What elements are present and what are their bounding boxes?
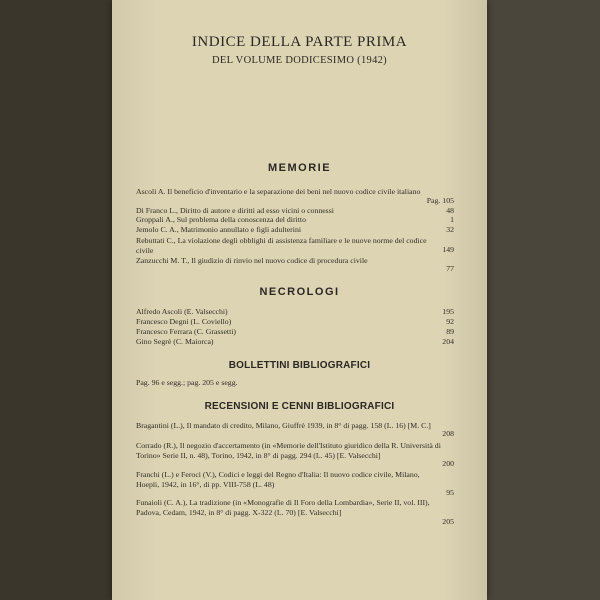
memorie-page-number: 32 xyxy=(446,225,454,234)
recensioni-page-number: 208 xyxy=(442,429,454,438)
memorie-entry: Ascoli A. Il beneficio d'inventario e la separazione dei beni nel nuovo codice civile italiano xyxy=(136,187,421,196)
recensioni-page-number: 205 xyxy=(442,517,454,526)
necrologi-entry: Alfredo Ascoli (E. Valsecchi) xyxy=(136,307,228,316)
memorie-entry: Groppali A., Sul problema della conoscenza del diritto xyxy=(136,215,306,224)
necrologi-entry: Francesco Degni (L. Coviello) xyxy=(136,317,232,326)
page-subtitle: DEL VOLUME DODICESIMO (1942) xyxy=(212,55,387,66)
section-heading-necrologi: NECROLOGI xyxy=(259,286,340,298)
section-heading-memorie: MEMORIE xyxy=(267,162,332,174)
memorie-page-number: 149 xyxy=(442,245,454,254)
memorie-entry: Zanzucchi M. T., Il giudizio di rinvio nel nuovo codice di procedura civile xyxy=(136,256,368,265)
recensioni-entry: Franchi (L.) e Feroci (V.), Codici e leggi del Regno d'Italia: Il nuovo codice civile, Milano, Hoepli, 1942, in 16°, di pp. VIII-758 (L. 48) xyxy=(136,470,420,489)
section-heading-recensioni: RECENSIONI E CENNI BIBLIOGRAFICI xyxy=(204,401,395,412)
memorie-page-number: 1 xyxy=(450,215,454,224)
necrologi-page-number: 204 xyxy=(442,337,454,346)
memorie-page-number: 48 xyxy=(446,206,454,215)
necrologi-page-number: 89 xyxy=(446,327,454,336)
memorie-page-number: 77 xyxy=(446,264,454,273)
recensioni-entry: Funaioli (C. A.), La tradizione (in «Monografie di Il Foro della Lombardia», Serie II, vol. III), Padova, Cedam, 1942, in 8° di pagg. X-322 (L. 70) [E. Valsecchi] xyxy=(136,498,430,517)
memorie-entry: Di Franco L., Diritto di autore e diritti ad esso vicini o connessi xyxy=(136,206,334,215)
memorie-entry: Rebuttati C., La violazione degli obblighi di assistenza familiare e le nuove norme del codice civile xyxy=(136,236,427,255)
necrologi-entry: Francesco Ferrara (C. Grassetti) xyxy=(136,327,237,336)
recensioni-page-number: 200 xyxy=(442,459,454,468)
necrologi-page-number: 92 xyxy=(446,317,454,326)
necrologi-entry: Gino Segrè (C. Maiorca) xyxy=(136,337,214,346)
memorie-page-number: Pag. 105 xyxy=(426,196,454,205)
background-right xyxy=(487,0,600,600)
section-heading-bollettini: BOLLETTINI BIBLIOGRAFICI xyxy=(228,360,371,371)
recensioni-entry: Corrado (R.), Il negozio d'accertamento (in «Memorie dell'Istituto giuridico della R. Università di Torino» Serie II, n. 48), Torino, 1942, in 8° di pagg. 294 (L. 45) [E. Valsecchi] xyxy=(136,441,441,460)
necrologi-page-number: 195 xyxy=(442,307,454,316)
memorie-entry: Jemolo C. A., Matrimonio annullato e figli adulterini xyxy=(136,225,302,234)
book-page xyxy=(112,0,487,600)
recensioni-page-number: 95 xyxy=(446,488,454,497)
page-title: INDICE DELLA PARTE PRIMA xyxy=(191,34,408,50)
recensioni-entry: Bragantini (L.), Il mandato di credito, Milano, Giuffrè 1939, in 8° di pagg. 158 (L. 16) [M. C.] xyxy=(136,421,431,430)
bollettini-pages: Pag. 96 e segg.; pag. 205 e segg. xyxy=(136,378,238,387)
